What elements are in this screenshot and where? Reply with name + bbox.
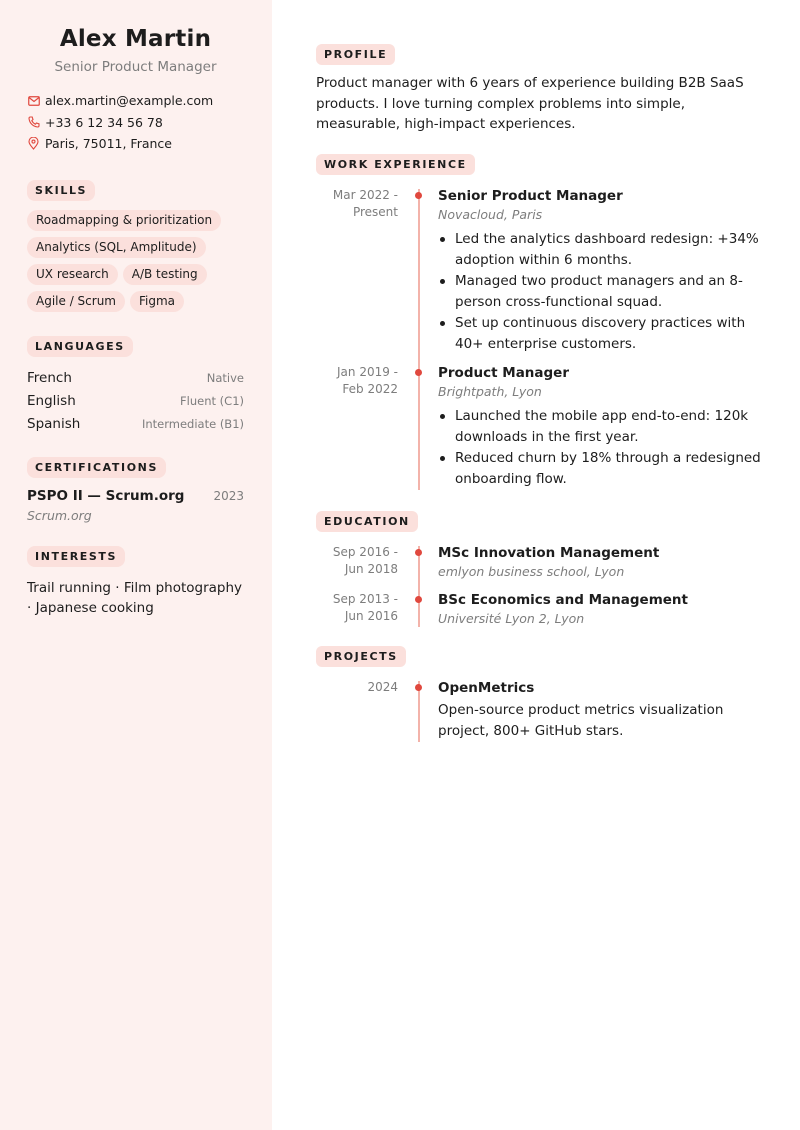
- school-name: Université Lyon 2, Lyon: [438, 610, 585, 626]
- location-text: Paris, 75011, France: [45, 136, 172, 152]
- achievement-item: Set up continuous discovery practices with 40+ enterprise customers.: [438, 313, 768, 355]
- company-name: Brightpath, Lyon: [438, 383, 542, 399]
- candidate-name: Alex Martin: [59, 26, 212, 52]
- entry-date: Jan 2019 - Feb 2022: [337, 364, 398, 396]
- mail-icon: [27, 94, 40, 107]
- skill-tag: A/B testing: [123, 264, 207, 285]
- project-entry: [316, 679, 770, 742]
- language-level: Fluent (C1): [180, 394, 244, 408]
- languages-section: [27, 335, 244, 436]
- experience-section: [316, 153, 770, 490]
- profile-text: Product manager with 6 years of experience building B2B SaaS products. I love turning complex problems into simple, measurable, high-impact experiences.: [316, 75, 744, 132]
- experience-timeline: [316, 187, 770, 490]
- entry-date: 2024: [367, 679, 398, 694]
- language-level: Intermediate (B1): [141, 417, 244, 431]
- education-timeline: [316, 544, 770, 627]
- interests-section: [27, 545, 244, 618]
- job-title: Product Manager: [438, 364, 569, 381]
- timeline-dot: [415, 369, 422, 376]
- school-name: emlyon business school, Lyon: [438, 563, 625, 579]
- location-pin-icon: [27, 137, 40, 150]
- entry-date: Sep 2016 - Jun 2018: [332, 544, 398, 576]
- experience-heading: WORK EXPERIENCE: [316, 154, 475, 175]
- contact-list: [27, 90, 244, 155]
- candidate-role: Senior Product Manager: [54, 59, 217, 75]
- sidebar: [0, 0, 272, 1130]
- certifications-section: [27, 456, 244, 523]
- education-entry: [316, 591, 770, 627]
- language-row: [27, 390, 244, 413]
- certifications-heading: CERTIFICATIONS: [27, 457, 166, 478]
- interests-text: Trail running · Film photography · Japanese cooking: [27, 579, 243, 616]
- skill-tag: UX research: [27, 264, 118, 285]
- entry-date: Mar 2022 - Present: [332, 187, 398, 219]
- language-row: [27, 413, 244, 436]
- achievement-item: Launched the mobile app end-to-end: 120k downloads in the first year.: [438, 406, 768, 448]
- entry-date: Sep 2013 - Jun 2016: [332, 591, 398, 623]
- languages-heading: LANGUAGES: [27, 336, 133, 357]
- job-title: Senior Product Manager: [438, 187, 623, 204]
- projects-heading: PROJECTS: [316, 646, 406, 667]
- skills-section: [27, 179, 244, 312]
- achievement-list: [438, 229, 768, 355]
- timeline-dot: [415, 684, 422, 691]
- skill-tag: Analytics (SQL, Amplitude): [27, 237, 206, 258]
- degree-title: BSc Economics and Management: [438, 591, 688, 608]
- certification-org: Scrum.org: [27, 507, 92, 523]
- experience-entry: [316, 364, 770, 490]
- skills-heading: SKILLS: [27, 180, 95, 201]
- main-content: [272, 0, 800, 1130]
- company-name: Novacloud, Paris: [438, 206, 543, 222]
- profile-section: [316, 43, 770, 135]
- certification-item: [27, 488, 244, 523]
- timeline-dot: [415, 192, 422, 199]
- experience-entry: [316, 187, 770, 355]
- email-text: alex.martin@example.com: [45, 93, 214, 109]
- project-description: Open-source product metrics visualization project, 800+ GitHub stars.: [438, 701, 724, 739]
- certification-title: PSPO II — Scrum.org: [27, 487, 185, 504]
- contact-phone[interactable]: [27, 112, 244, 134]
- language-row: [27, 367, 244, 390]
- projects-section: [316, 645, 770, 742]
- language-name: English: [27, 393, 76, 409]
- phone-text: +33 6 12 34 56 78: [45, 114, 163, 130]
- achievement-item: Led the analytics dashboard redesign: +34% adoption within 6 months.: [438, 229, 768, 271]
- language-name: French: [27, 370, 72, 386]
- skills-list: [27, 210, 243, 312]
- profile-heading: PROFILE: [316, 44, 395, 65]
- skill-tag: Agile / Scrum: [27, 291, 125, 312]
- contact-email[interactable]: [27, 90, 244, 112]
- timeline-dot: [415, 596, 422, 603]
- project-title: OpenMetrics: [438, 679, 535, 696]
- languages-list: [27, 367, 244, 436]
- language-name: Spanish: [27, 416, 81, 432]
- certification-year: 2023: [213, 488, 244, 503]
- skill-tag: Roadmapping & prioritization: [27, 210, 221, 231]
- skill-tag: Figma: [130, 291, 184, 312]
- education-heading: EDUCATION: [316, 511, 418, 532]
- contact-location: [27, 133, 244, 155]
- degree-title: MSc Innovation Management: [438, 544, 660, 561]
- education-section: [316, 510, 770, 627]
- projects-timeline: [316, 679, 770, 742]
- achievement-item: Reduced churn by 18% through a redesigned onboarding flow.: [438, 448, 768, 490]
- interests-heading: INTERESTS: [27, 546, 125, 567]
- education-entry: [316, 544, 770, 580]
- phone-icon: [27, 116, 40, 129]
- achievement-item: Managed two product managers and an 8-person cross-functional squad.: [438, 271, 768, 313]
- achievement-list: [438, 406, 768, 490]
- language-level: Native: [206, 371, 244, 385]
- timeline-dot: [415, 549, 422, 556]
